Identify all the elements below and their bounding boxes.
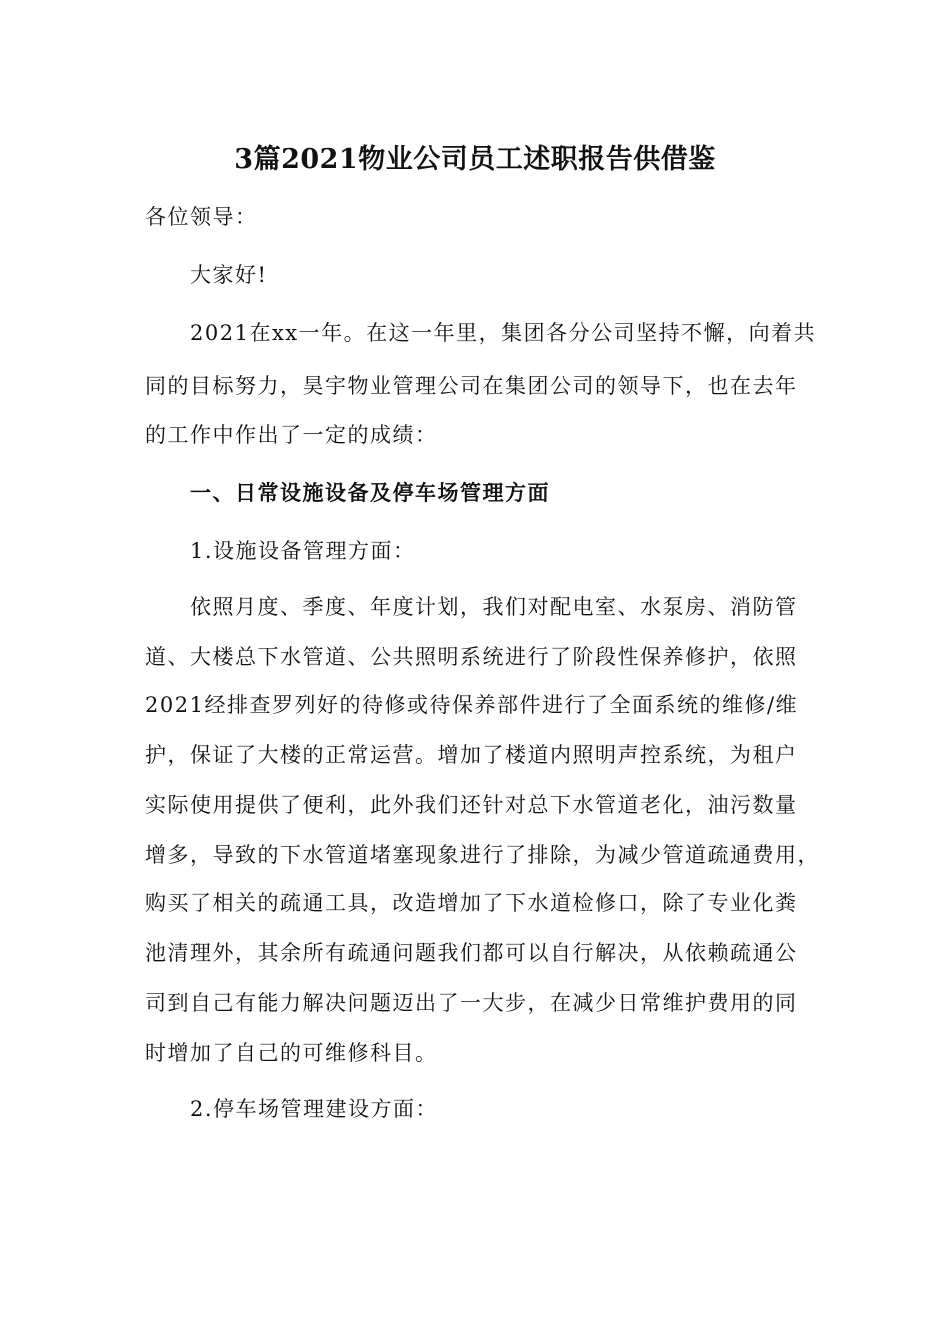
salutation: 各位领导： bbox=[145, 205, 258, 229]
paragraph-line: 2021经排查罗列好的待修或待保养部件进行了全面系统的维修/维 bbox=[145, 693, 799, 717]
greeting: 大家好! bbox=[190, 263, 268, 287]
document-title: 3篇2021物业公司员工述职报告供借鉴 bbox=[234, 144, 716, 175]
paragraph-line: 增多，导致的下水管道堵塞现象进行了排除，为减少管道疏通费用， bbox=[145, 843, 820, 867]
paragraph-line: 依照月度、季度、年度计划，我们对配电室、水泵房、消防管 bbox=[190, 595, 798, 619]
subsection-heading: 1.设施设备管理方面： bbox=[190, 539, 416, 563]
paragraph-line: 实际使用提供了便利，此外我们还针对总下水管道老化，油污数量 bbox=[145, 793, 798, 817]
paragraph-line: 司到自己有能力解决问题迈出了一大步，在减少日常维护费用的同 bbox=[145, 991, 798, 1015]
subsection-heading: 2.停车场管理建设方面： bbox=[190, 1097, 439, 1121]
paragraph-line: 池清理外，其余所有疏通问题我们都可以自行解决，从依赖疏通公 bbox=[145, 941, 798, 965]
paragraph-line: 同的目标努力，昊宇物业管理公司在集团公司的领导下，也在去年 bbox=[145, 374, 798, 398]
paragraph-line: 的工作中作出了一定的成绩： bbox=[145, 423, 438, 447]
paragraph-line: 购买了相关的疏通工具，改造增加了下水道检修口，除了专业化粪 bbox=[145, 891, 798, 915]
paragraph-line: 时增加了自己的可维修科目。 bbox=[145, 1041, 438, 1065]
paragraph-line: 护，保证了大楼的正常运营。增加了楼道内照明声控系统，为租户 bbox=[145, 743, 798, 767]
paragraph-line: 2021在xx一年。在这一年里，集团各分公司坚持不懈，向着共 bbox=[190, 321, 817, 345]
paragraph-line: 道、大楼总下水管道、公共照明系统进行了阶段性保养修护，依照 bbox=[145, 645, 798, 669]
section-heading: 一、日常设施设备及停车场管理方面 bbox=[190, 480, 550, 505]
